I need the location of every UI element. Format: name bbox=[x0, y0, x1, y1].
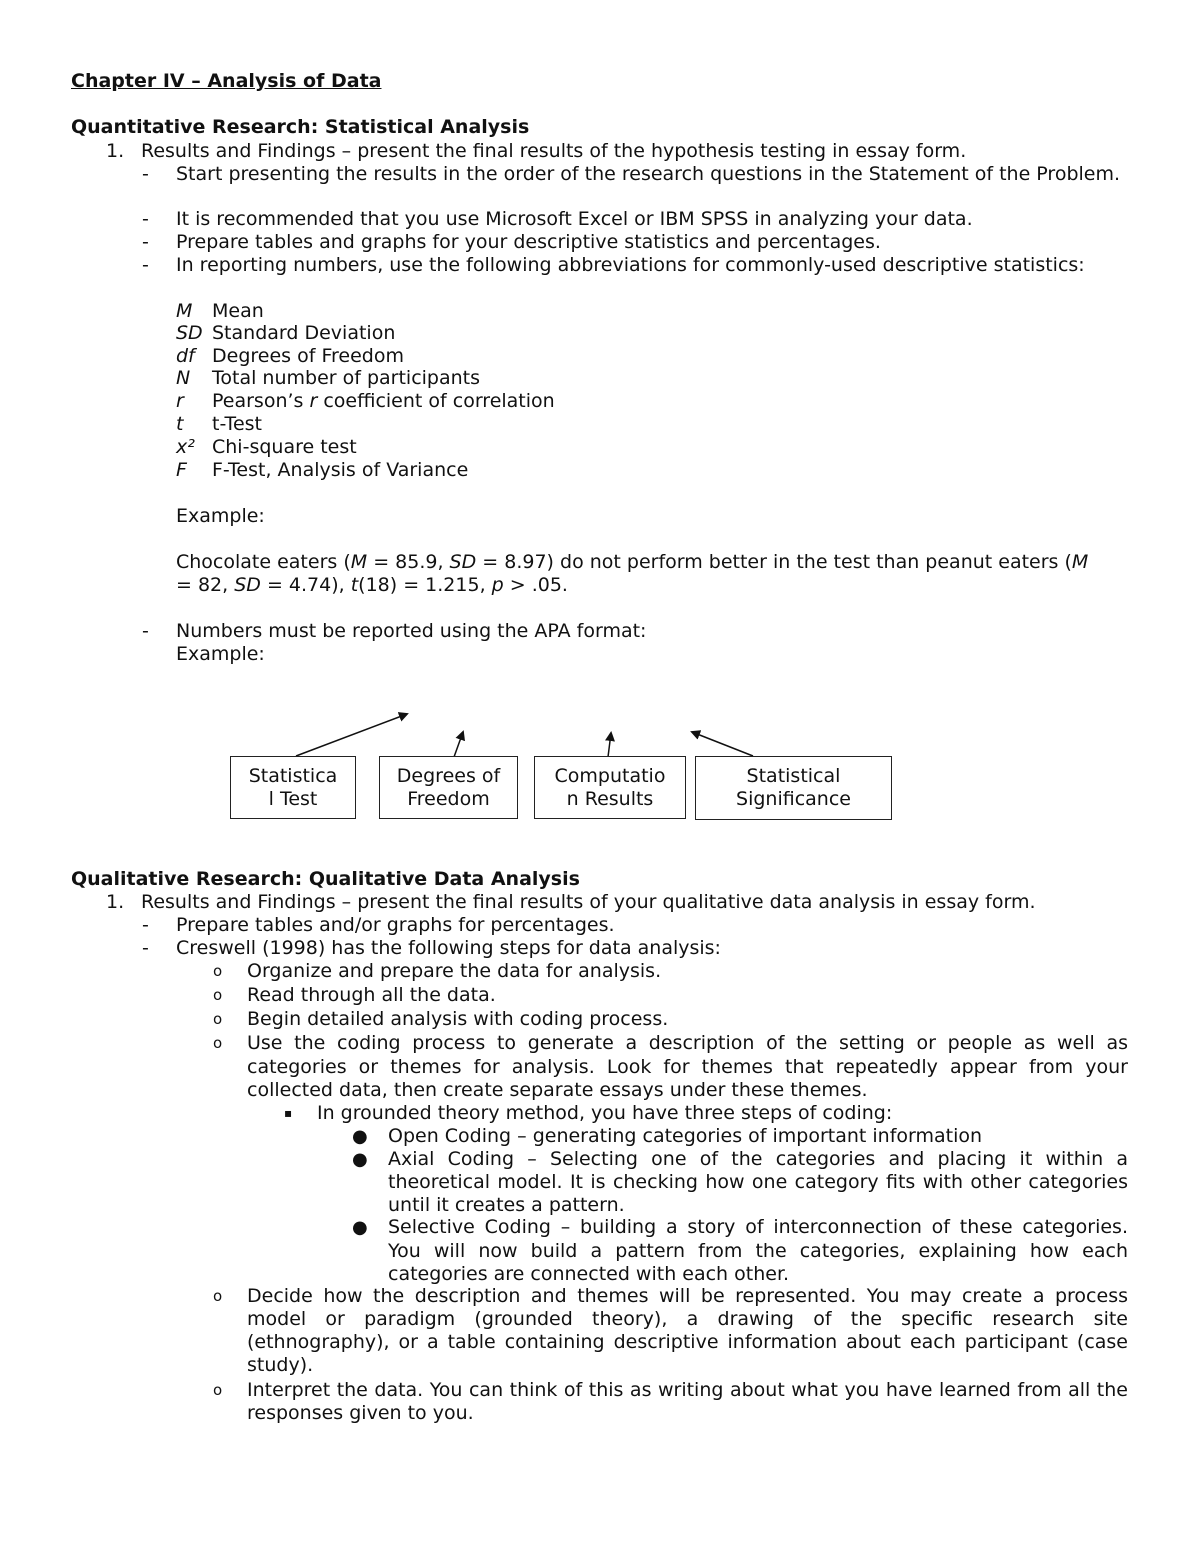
abbr-symbol: x² bbox=[176, 436, 195, 458]
box-label bbox=[397, 765, 500, 811]
dash-marker: - bbox=[142, 163, 149, 185]
abbr-meaning: t-Test bbox=[212, 413, 262, 435]
dash-marker: - bbox=[142, 914, 149, 936]
grounded-text: In grounded theory method, you have three steps of coding: bbox=[317, 1102, 893, 1124]
diagram-box-degrees-of-freedom bbox=[379, 756, 518, 819]
bullet-text: It is recommended that you use Microsoft Excel or IBM SPSS in analyzing your data. bbox=[176, 208, 973, 230]
abbr-symbol: M bbox=[176, 300, 193, 322]
text-run: = 82, bbox=[176, 574, 235, 596]
example-sentence-text bbox=[176, 551, 1128, 597]
arrow-degrees-of-freedom bbox=[454, 732, 463, 757]
text-run: (18) = 1.215, bbox=[358, 574, 492, 596]
abbr-meaning-post: coefficient of correlation bbox=[317, 390, 555, 412]
example-label: Example: bbox=[176, 505, 265, 527]
abbr-symbol: F bbox=[176, 459, 187, 481]
step-text: Read through all the data. bbox=[247, 984, 496, 1006]
abbr-meaning-pre: Pearson’s bbox=[212, 390, 310, 412]
box-line: Statistical bbox=[746, 765, 841, 787]
list-number: 1. bbox=[106, 891, 125, 913]
arrow-statistical-test bbox=[296, 714, 407, 756]
diagram-box-statistical-significance bbox=[695, 756, 892, 820]
coding-text: Axial Coding – Selecting one of the categories and placing it within a theoretical model. It is checking how one category fits with other categories until it creates a pattern. bbox=[388, 1148, 1128, 1216]
coding-text: Selective Coding – building a story of interconnection of these categories. You will now build a pattern from the categories, explaining how each categories are connected with each other. bbox=[388, 1216, 1128, 1285]
bullet-text: Prepare tables and/or graphs for percentages. bbox=[176, 914, 615, 936]
text-run: M bbox=[1071, 551, 1089, 573]
text-run: > .05. bbox=[503, 574, 568, 596]
abbr-meaning: F-Test, Analysis of Variance bbox=[212, 459, 469, 481]
circle-bullet-icon: o bbox=[213, 986, 223, 1004]
abbr-meaning: Standard Deviation bbox=[212, 322, 396, 344]
square-bullet-icon: ▪ bbox=[284, 1106, 293, 1120]
qualitative-heading: Qualitative Research: Qualitative Data Analysis bbox=[71, 868, 580, 890]
chapter-title: Chapter IV – Analysis of Data bbox=[71, 70, 382, 92]
apa-example-label: Example: bbox=[176, 643, 265, 665]
circle-bullet-icon: o bbox=[213, 962, 223, 980]
abbr-meaning: Mean bbox=[212, 300, 264, 322]
box-line: Degrees of bbox=[396, 764, 501, 787]
diagram-box-computation-results bbox=[534, 756, 686, 819]
dash-marker: - bbox=[142, 231, 149, 253]
dash-marker: - bbox=[142, 254, 149, 276]
item-text: Results and Findings – present the final results of your qualitative data analysis in essay form. bbox=[141, 891, 1036, 913]
box-line: Significance bbox=[736, 788, 851, 810]
text-run: = 85.9, bbox=[367, 551, 450, 573]
step-text: Interpret the data. You can think of this as writing about what you have learned from all the responses given to you. bbox=[247, 1379, 1128, 1424]
step-text: Decide how the description and themes will be represented. You may create a process model or paradigm (grounded theory), a drawing of the specific research site (ethnography), or a table containing descriptive information about each participant (case study). bbox=[247, 1285, 1128, 1376]
text-run: = 4.74), bbox=[260, 574, 351, 596]
box-line: n Results bbox=[566, 787, 654, 810]
abbr-symbol: SD bbox=[176, 322, 203, 344]
dash-marker: - bbox=[142, 937, 149, 959]
text-run: t bbox=[350, 574, 359, 596]
circle-bullet-icon: o bbox=[213, 1010, 223, 1028]
circle-bullet-icon: o bbox=[213, 1034, 223, 1052]
box-line: Computatio bbox=[554, 764, 666, 787]
dot-bullet-icon: ● bbox=[352, 1126, 368, 1147]
abbr-symbol: r bbox=[176, 390, 184, 412]
example-sentence bbox=[176, 551, 1128, 597]
abbr-symbol: df bbox=[176, 345, 195, 367]
step-text: Organize and prepare the data for analysis. bbox=[247, 960, 662, 982]
circle-bullet-icon: o bbox=[213, 1381, 223, 1399]
list-number: 1. bbox=[106, 140, 125, 162]
box-line: l Test bbox=[268, 787, 318, 810]
box-label bbox=[249, 765, 338, 811]
bullet-text: Numbers must be reported using the APA format: bbox=[176, 620, 647, 642]
box-label bbox=[555, 765, 666, 811]
abbr-symbol: N bbox=[176, 367, 191, 389]
bullet-text: Start presenting the results in the order of the research questions in the Statement of the Problem. bbox=[176, 163, 1121, 185]
text-run: SD bbox=[449, 551, 477, 573]
abbr-meaning: Total number of participants bbox=[212, 367, 481, 389]
arrow-statistical-significance bbox=[692, 732, 753, 756]
bullet-text: In reporting numbers, use the following abbreviations for commonly-used descriptive statistics: bbox=[176, 254, 1085, 276]
quantitative-heading: Quantitative Research: Statistical Analysis bbox=[71, 116, 530, 138]
abbr-symbol: t bbox=[176, 413, 184, 435]
abbr-meaning: Degrees of Freedom bbox=[212, 345, 404, 367]
box-line: Statistica bbox=[248, 764, 338, 787]
box-line: Freedom bbox=[407, 787, 490, 810]
step-text: Use the coding process to generate a description of the setting or people as well as categories or themes for analysis. Look for themes that repeatedly appear from your collected data, then create separate essays under these themes. bbox=[247, 1032, 1128, 1101]
dot-bullet-icon: ● bbox=[352, 1149, 368, 1170]
diagram-box-statistical-test bbox=[230, 756, 356, 819]
circle-bullet-icon: o bbox=[213, 1287, 223, 1305]
coding-text: Open Coding – generating categories of important information bbox=[388, 1125, 983, 1147]
text-run: M bbox=[350, 551, 368, 573]
dot-bullet-icon: ● bbox=[352, 1217, 368, 1238]
text-run: Chocolate eaters ( bbox=[176, 551, 351, 573]
text-run: = 8.97) do not perform better in the test than peanut eaters ( bbox=[476, 551, 1072, 573]
text-run: SD bbox=[234, 574, 261, 596]
bullet-text: Prepare tables and graphs for your descriptive statistics and percentages. bbox=[176, 231, 881, 253]
dash-marker: - bbox=[142, 208, 149, 230]
item-text: Results and Findings – present the final results of the hypothesis testing in essay form. bbox=[141, 140, 967, 162]
text-run: p bbox=[491, 574, 504, 596]
abbr-meaning bbox=[212, 390, 555, 413]
arrow-computation-results bbox=[608, 733, 611, 757]
step-text: Begin detailed analysis with coding process. bbox=[247, 1008, 669, 1030]
abbr-meaning-symbol: r bbox=[309, 390, 318, 412]
abbr-meaning: Chi-square test bbox=[212, 436, 357, 458]
box-label bbox=[736, 765, 851, 811]
dash-marker: - bbox=[142, 620, 149, 642]
bullet-text: Creswell (1998) has the following steps for data analysis: bbox=[176, 937, 721, 959]
